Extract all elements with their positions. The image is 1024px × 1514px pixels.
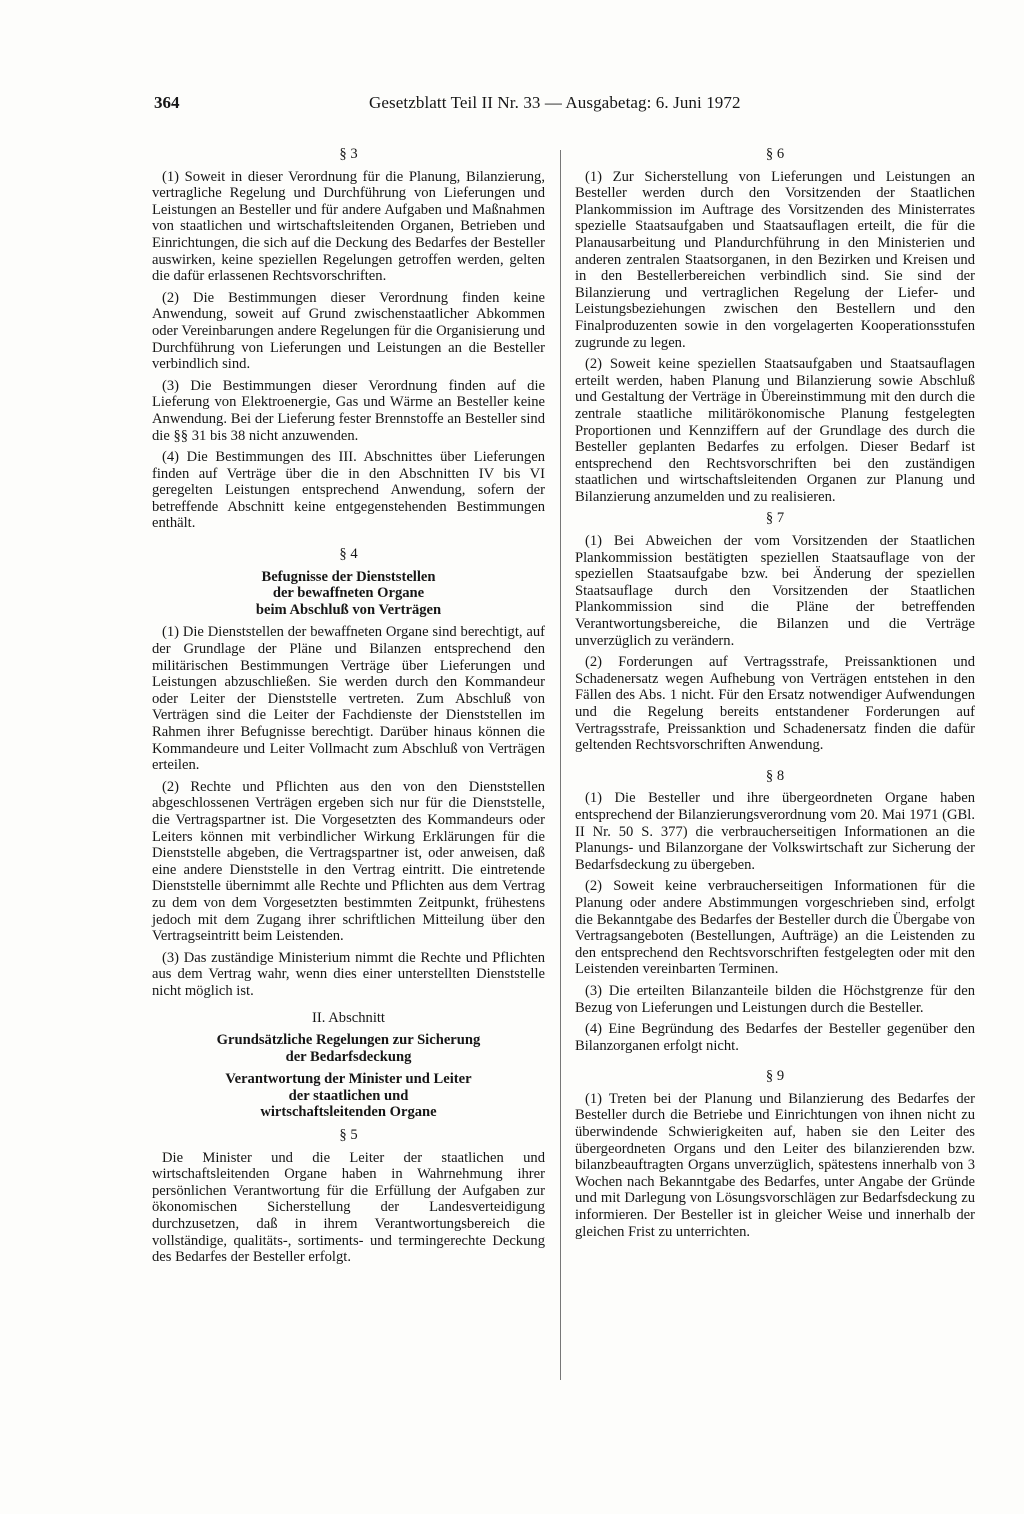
heading-line: der bewaffneten Organe (272, 585, 425, 602)
paragraph: (1) Die Dienststellen der bewaffneten Organe sind berechtigt, auf der Grundlage der Pläne und Bilanzen entsprechend den militärischen Bestimmungen Verträge über Lieferungen und Leistungen abzuschließen. Sie werden durch den Kommandeur oder Leiter der Dienststelle vertreten. Zum Abschluß von Verträgen sind die Leiter der Fachdienste der Dienststellen im Rahmen ihrer Befugnisse berechtigt. Darüber hinaus können die Kommandeure und Leiter Vollmacht zum Abschluß von Verträgen erteilen. (152, 624, 545, 774)
subchapter-heading (152, 1071, 545, 1121)
heading-line: Grundsätzliche Regelungen zur Sicherung (216, 1032, 481, 1049)
section-label: § 5 (339, 1127, 358, 1144)
section-label: § 6 (765, 146, 785, 162)
section-label: § 9 (765, 1068, 785, 1085)
section-label: § 3 (339, 146, 358, 162)
paragraph: (2) Soweit keine verbraucherseitigen Informationen für die Planung oder andere Abstimmungen vorgeschrieben sind, erfolgt die Bekanntgabe des Bedarfes der Besteller durch die Übergabe von Vertragsangeboten (Bestellungen, Aufträge) an die Leistenden zu den entsprechend den Rechtsvorschriften festgelegten oder mit den Leistenden vereinbarten Terminen. (575, 878, 975, 978)
right-column (575, 146, 975, 1245)
section-heading (152, 569, 545, 619)
paragraph: (3) Die Bestimmungen dieser Verordnung finden auf die Lieferung von Elektroenergie, Gas und Wärme an Besteller keine Anwendung. Bei der Lieferung fester Brennstoffe an Besteller sind die §§ 31 bis 38 nicht anzuwenden. (152, 377, 545, 444)
paragraph: (2) Rechte und Pflichten aus den von den Dienststellen abgeschlossenen Verträgen ergeben sich nur für die Dienststelle, die Vertragspartner ist. Die Vorgesetzten des Kommandeurs oder Leiters können mit verbindlicher Wirkung Erklärungen für die Dienststelle abgeben, die Vertragspartner ist, oder anweisen, daß eine andere Dienststelle in den Vertrag eintritt. Die eintretende Dienststelle übernimmt alle Rechte und Pflichten aus dem Vertrag zu dem von dem Vorgesetzten bestimmten Zeitpunkt, frühestens jedoch mit dem Zugang ihrer schriftlichen Mitteilung über den Vertragseintritt beim Leistenden. (152, 778, 545, 945)
chapter-heading (152, 1032, 545, 1065)
paragraph: (1) Bei Abweichen der vom Vorsitzenden der Staatlichen Plankommission bestätigten speziellen Staatsauflage von der speziellen Staatsaufgabe bzw. bei Änderung der speziellen Staatsauflage durch den Vorsitzenden der Staatlichen Plankommission sind die Pläne der betreffenden Verantwortungsbereiche, die Bilanzen und die Verträge unverzüglich zu verändern. (575, 533, 975, 649)
heading-line: Befugnisse der Dienststellen (261, 568, 436, 585)
paragraph: (1) Soweit in dieser Verordnung für die Planung, Bilanzierung, vertragliche Regelung und Durchführung von Lieferungen und Leistungen an Besteller und für andere Aufgaben und Maßnahmen von staatlichen und wirtschaftsleitenden Organen, Betrieben und Einrichtungen, die sich auf die Deckung des Bedarfes der Besteller auswirken, keine speziellen Regelungen getroffen werden, gelten die dafür erlassenen Rechtsvorschriften. (152, 168, 545, 285)
section-label: § 7 (765, 510, 785, 527)
page-number: 364 (154, 93, 180, 112)
paragraph: (4) Die Bestimmungen des III. Abschnittes über Lieferungen finden auf Verträge über die in den Abschnitten IV bis VI geregelten Leistungen entsprechend Anwendung, sofern der betreffende Abschnitt keine entgegenstehenden Bestimmungen enthält. (152, 449, 545, 532)
header-title: Gesetzblatt Teil II Nr. 33 — Ausgabetag: 6. Juni 1972 (369, 93, 741, 112)
paragraph: (1) Zur Sicherstellung von Lieferungen und Leistungen an Besteller werden durch den Vorsitzenden der Staatlichen Plankommission im Auftrage des Vorsitzenden des Ministerrates spezielle Staatsaufgaben und Staatsauflagen erteilt, die für die Planausarbeitung und Plandurchführung in den Ministerien und anderen zentralen Staatsorganen, in den Bezirken und Kreisen und in den Bestellerbereichen verbindlich sind. Sie sind der Bilanzierung und vertraglichen Regelung der Liefer- und Leistungsbeziehungen zwischen den Bestellern und den Finalproduzenten sowie in den vorgelagerten Kooperationsstufen zugrunde zu legen. (575, 168, 975, 351)
paragraph: Die Minister und die Leiter der staatlichen und wirtschaftsleitenden Organe haben in Wahrnehmung ihrer persönlichen Verantwortung für die Erfüllung der Aufgaben zur ökonomischen Sicherstellung der Landesverteidigung durchzusetzen, daß in ihrem Verantwortungsbereich die vollständige, qualitäts-, sortiments- und termingerechte Deckung des Bedarfes der Besteller erfolgt. (152, 1149, 545, 1266)
heading-line: der Bedarfsdeckung (285, 1048, 412, 1065)
heading-line: beim Abschluß von Verträgen (255, 601, 442, 618)
paragraph: (1) Treten bei der Planung und Bilanzierung des Bedarfes der Besteller durch die Betriebe und Einrichtungen von ihnen nicht zu überwindende Schwierigkeiten auf, haben sie den Leiter des übergeordneten Organs und den Leiter des bilanzierenden bzw. bilanzbeauftragten Organs unverzüglich, spätestens innerhalb von 3 Wochen nach Bekanntgabe des Bedarfes, unter Angabe der Gründe und mit Darlegung von Lösungsvorschlägen zur Bedarfsdeckung zu informieren. Der Besteller ist in gleicher Weise und innerhalb der gleichen Frist zu unterrichten. (575, 1090, 975, 1240)
heading-line: der staatlichen und (288, 1087, 409, 1104)
paragraph: (3) Die erteilten Bilanzanteile bilden die Höchstgrenze für den Bezug von Lieferungen und Leistungen durch die Besteller. (575, 982, 975, 1016)
paragraph: (4) Eine Begründung des Bedarfes der Besteller gegenüber den Bilanzorganen erfolgt nicht. (575, 1021, 975, 1054)
left-column (152, 146, 545, 1271)
chapter-label: II. Abschnitt (312, 1009, 385, 1026)
paragraph: (2) Forderungen auf Vertragsstrafe, Preissanktionen und Schadenersatz wegen Aufhebung von Verträgen entstehen in den Fällen des Abs. 1 nicht. Für den Ersatz notwendiger Aufwendungen und die Regelung bereits entstandener Forderungen auf Vertragsstrafe, Preissanktion und Schadenersatz finden die dafür geltenden Rechtsvorschriften Anwendung. (575, 654, 975, 754)
paragraph: (1) Die Besteller und ihre übergeordneten Organe haben entsprechend der Bilanzierungsverordnung vom 20. Mai 1971 (GBl. II Nr. 50 S. 377) die verbraucherseitigen Informationen an die Planungs- und Bilanzorgane der Volkswirtschaft zur Sicherung der Bedarfsdeckung zu übergeben. (575, 790, 975, 873)
section-label: § 4 (339, 546, 358, 563)
heading-line: wirtschaftsleitenden Organe (260, 1104, 437, 1121)
paragraph: (2) Soweit keine speziellen Staatsaufgaben und Staatsauflagen erteilt werden, haben Planung und Bilanzierung sowie Abschluß und Gestaltung der Verträge in Übereinstimmung mit den durch die zentrale staatliche militärökonomische Planung festgelegten Proportionen und Kennziffern auf der Grundlage des durch die Besteller geplanten Bedarfes zu erfolgen. Dieser Bedarf ist entsprechend den Rechtsvorschriften bei den zuständigen staatlichen und wirtschaftsleitenden Organen zur Planung und Bilanzierung anzumelden und zu realisieren. (575, 356, 975, 505)
section-label: § 8 (765, 767, 785, 784)
heading-line: Verantwortung der Minister und Leiter (225, 1071, 472, 1088)
page-header (154, 93, 794, 121)
paragraph: (3) Das zuständige Ministerium nimmt die Rechte und Pflichten aus dem Vertrag wahr, wenn dies einer unterstellten Dienststelle nicht möglich ist. (152, 949, 545, 999)
column-divider (560, 150, 561, 1380)
paragraph: (2) Die Bestimmungen dieser Verordnung finden keine Anwendung, soweit auf Grund zwischenstaatlicher Abkommen oder Vereinbarungen andere Regelungen für die Organisierung und Durchführung von Lieferungen und Leistungen an die Besteller verbindlich sind. (152, 289, 545, 373)
